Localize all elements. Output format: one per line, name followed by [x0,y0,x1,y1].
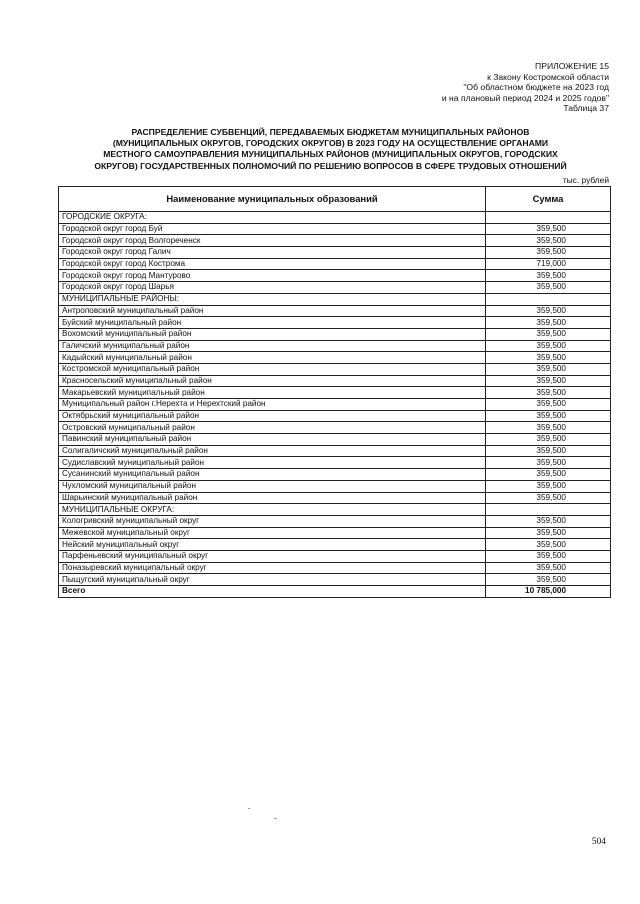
table-number: Таблица 37 [563,103,609,114]
title-line: (МУНИЦИПАЛЬНЫХ ОКРУГОВ, ГОРОДСКИХ ОКРУГОВ) В 2023 ГОДУ НА ОСУЩЕСТВЛЕНИЕ ОРГАНАМИ [112,138,549,149]
page-number: 504 [591,837,606,847]
amount-cell: 359,500 [486,387,611,399]
table-body [59,212,611,598]
municipality-name-cell: Городской округ город Кострома [59,258,486,270]
amount-cell: 359,500 [486,247,611,259]
table-row [59,340,611,352]
scan-speck [248,808,250,809]
municipality-name-cell: Судиславский муниципальный район [59,457,486,469]
column-header-name: Наименование муниципальных образований [59,187,486,212]
municipality-name-cell: Городской округ город Шарья [59,282,486,294]
table-row [59,305,611,317]
table-row [59,375,611,387]
amount-cell: 359,500 [486,445,611,457]
appendix-header [442,61,609,114]
municipality-name-cell: Красносельский муниципальный район [59,375,486,387]
municipality-name-cell: Вохомский муниципальный район [59,328,486,340]
table-row [59,317,611,329]
table-header-row [59,187,611,212]
amount-cell: 359,500 [486,317,611,329]
municipality-name-cell: Шарьинский муниципальный район [59,492,486,504]
amount-cell: 359,500 [486,282,611,294]
municipality-name-cell: Муниципальный район г.Нерехта и Нерехтский район [59,399,486,411]
municipality-name-cell: Нейский муниципальный округ [59,539,486,551]
municipality-name-cell: Городской округ город Галич [59,247,486,259]
table-row [59,434,611,446]
municipality-name-cell: Макарьевский муниципальный район [59,387,486,399]
table-row [59,515,611,527]
amount-cell: 359,500 [486,457,611,469]
scan-speck [274,818,277,819]
table-row [59,270,611,282]
title-line: МЕСТНОГО САМОУПРАВЛЕНИЯ МУНИЦИПАЛЬНЫХ РАЙОНОВ (МУНИЦИПАЛЬНЫХ ОКРУГОВ, ГОРОДСКИХ [103,149,558,160]
amount-cell: 359,500 [486,574,611,586]
subsidy-table [58,186,611,598]
table-row [59,387,611,399]
amount-cell: 359,500 [486,434,611,446]
amount-cell: 359,500 [486,539,611,551]
table-row [59,282,611,294]
municipality-name-cell: Межевской муниципальный округ [59,527,486,539]
amount-cell: 359,500 [486,422,611,434]
municipality-name-cell: Кологривский муниципальный округ [59,515,486,527]
amount-cell: 359,500 [486,223,611,235]
amount-cell: 359,500 [486,492,611,504]
municipality-name-cell: Пыщугский муниципальный округ [59,574,486,586]
amount-cell: 359,500 [486,399,611,411]
municipality-name-cell: Городской округ город Мантурово [59,270,486,282]
municipality-name-cell: Сусанинский муниципальный район [59,469,486,481]
amount-cell: 359,500 [486,340,611,352]
municipality-name-cell: Галичский муниципальный район [59,340,486,352]
municipality-name-cell: Буйский муниципальный район [59,317,486,329]
amount-cell: 359,500 [486,550,611,562]
table-row [59,480,611,492]
table-row [59,328,611,340]
municipality-name-cell: Чухломский муниципальный район [59,480,486,492]
table-row [59,223,611,235]
table-row [59,399,611,411]
amount-cell: 359,500 [486,562,611,574]
table-row [59,235,611,247]
amount-cell [486,212,611,224]
municipality-name-cell: Островский муниципальный район [59,422,486,434]
municipality-name-cell: Кадыйский муниципальный район [59,352,486,364]
municipality-name-cell: Октябрьский муниципальный район [59,410,486,422]
municipality-name-cell: Поназыревский муниципальный округ [59,562,486,574]
municipality-name-cell: ГОРОДСКИЕ ОКРУГА: [59,212,486,224]
municipality-name-cell: Городской округ город Буй [59,223,486,235]
law-line: к Закону Костромской области [487,71,609,82]
appendix-line: ПРИЛОЖЕНИЕ 15 [535,61,609,71]
municipality-name-cell: Костромской муниципальный район [59,363,486,375]
column-header-sum: Сумма [486,187,611,212]
amount-cell: 359,500 [486,480,611,492]
amount-cell: 359,500 [486,235,611,247]
table-group-row [59,212,611,224]
table-row [59,539,611,551]
amount-cell: 359,500 [486,328,611,340]
table-row [59,574,611,586]
municipality-name-cell: Антроповский муниципальный район [59,305,486,317]
total-row [59,586,611,598]
table-row [59,422,611,434]
document-title [52,127,609,172]
amount-cell: 719,000 [486,258,611,270]
municipality-name-cell: МУНИЦИПАЛЬНЫЕ ОКРУГА: [59,504,486,516]
amount-cell: 359,500 [486,270,611,282]
total-amount-cell: 10 785,000 [486,586,611,598]
amount-cell [486,504,611,516]
municipality-name-cell: Павинский муниципальный район [59,434,486,446]
municipality-name-cell: Парфеньевский муниципальный округ [59,550,486,562]
municipality-name-cell: МУНИЦИПАЛЬНЫЕ РАЙОНЫ: [59,293,486,305]
amount-cell: 359,500 [486,515,611,527]
title-line: ОКРУГОВ) ГОСУДАРСТВЕННЫХ ПОЛНОМОЧИЙ ПО РЕШЕНИЮ ВОПРОСОВ В СФЕРЕ ТРУДОВЫХ ОТНОШЕНИЙ [94,160,567,171]
table-row [59,469,611,481]
table-row [59,562,611,574]
amount-cell [486,293,611,305]
table-group-row [59,293,611,305]
amount-cell: 359,500 [486,352,611,364]
amount-cell: 359,500 [486,363,611,375]
units-label: тыс. рублей [562,175,609,185]
table-row [59,352,611,364]
table-row [59,410,611,422]
law-period-line: и на плановый период 2024 и 2025 годов" [441,92,609,103]
amount-cell: 359,500 [486,469,611,481]
table-row [59,363,611,375]
table-row [59,258,611,270]
table-row [59,445,611,457]
amount-cell: 359,500 [486,410,611,422]
amount-cell: 359,500 [486,305,611,317]
table-row [59,550,611,562]
table-row [59,457,611,469]
amount-cell: 359,500 [486,375,611,387]
law-title-line: "Об областном бюджете на 2023 год [463,82,609,93]
amount-cell: 359,500 [486,527,611,539]
municipality-name-cell: Городской округ город Волгореченск [59,235,486,247]
table-row [59,492,611,504]
title-line: РАСПРЕДЕЛЕНИЕ СУБВЕНЦИЙ, ПЕРЕДАВАЕМЫХ БЮДЖЕТАМ МУНИЦИПАЛЬНЫХ РАЙОНОВ [131,127,530,137]
table-row [59,247,611,259]
table-row [59,527,611,539]
municipality-name-cell: Солигаличский муниципальный район [59,445,486,457]
table-group-row [59,504,611,516]
total-label-cell: Всего [59,586,486,598]
